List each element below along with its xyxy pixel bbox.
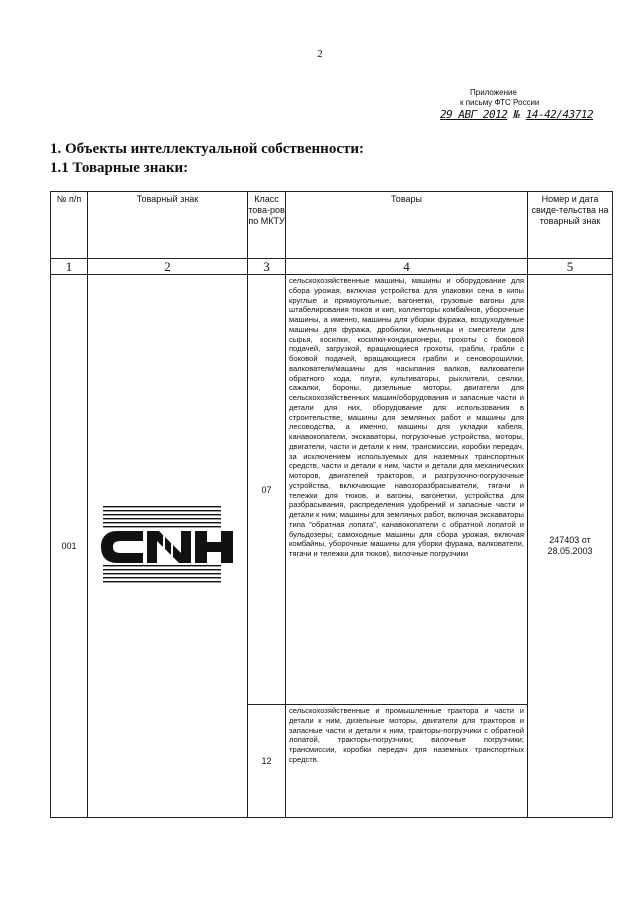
appendix-number-sign: № xyxy=(513,108,520,121)
row-index: 001 xyxy=(51,275,88,818)
appendix-note xyxy=(440,88,610,120)
trademark-logo-cell xyxy=(88,275,248,818)
subsection-heading: 1.1 Товарные знаки: xyxy=(50,160,189,176)
appendix-number: 14-42/43712 xyxy=(525,108,594,121)
page-number: 2 xyxy=(317,48,323,60)
trademarks-table xyxy=(50,191,613,818)
cnh-logo xyxy=(97,501,239,589)
section-heading: 1. Объекты интеллектуальной собственности: xyxy=(50,141,364,157)
appendix-date: 29 АВГ 2012 xyxy=(440,108,508,121)
goods-description: сельскохозяйственные машины, машины и оборудование для сбора урожая, включая устройства для упаковки сена в кипы круглые и прямоугольные, вагонетки, грузовые вагоны для штабелирования тюков и кип, коллекторы комбайнов, уборочные машины, а именно, машины для уборки фуража, воздуходувные машины для фуража, дробилки, мельницы и смесители для сырья, косилки, косилки-кондиционеры, грохоты с боковой подачей, загрузкой, вращающиеся грохоты, грабли, грабли с боковой подачей, вращающиеся грабли и сеноворошилки, валкователи/машины для насыпания валков, валкователи обратного хода, плуги, культиваторы, рыхлители, сеялки, сажалки, бороны, дизельные моторы, двигатели для сельскохозяйственных машин/оборудования и запасные части и детали для них, оборудование для использования в строительстве, машины для земляных работ и машины для лесоводства, а именно, машины для укладки кабеля, канавокопатели, экскаваторы, погрузочные устройства, моторы, двигатели, части и детали к ним, трансмиссии, коробки передач, за исключением используемых для наземных транспортных средств, части и детали к ним, части и детали для механических моторов, двигателей тракторов, и разгрузочно-погрузочные устройства, включающие навозоразбрасыватели, тягачи и тележки для тюков, и вагоны, вагонетки, устройства для разбрасывания, распределения удобрений и запасные части и детали к ним; машины для земляных работ, включая экскаваторы типа "обратная лопата", канавокопатели с обратной лопатой и бульдозеры; самоходные машины для сбора урожая, включая комбайны, уборочные машины для уборки фуража, валкователи, тягачи и тележки для тюков), вилочные погрузчики xyxy=(286,275,528,705)
column-number-row xyxy=(51,259,613,275)
header-certificate: Номер и дата свиде-тельства на товарный знак xyxy=(528,192,613,259)
appendix-title: Приложение xyxy=(470,88,517,97)
header-index: № п/п xyxy=(51,192,88,259)
appendix-letter-ref: к письму ФТС России xyxy=(460,98,540,107)
column-number: 3 xyxy=(248,259,286,275)
header-trademark: Товарный знак xyxy=(88,192,248,259)
class-number: 12 xyxy=(248,705,286,818)
table-row xyxy=(51,275,613,705)
appendix-date-number-stamp xyxy=(440,110,610,120)
header-class: Класс това-ров по МКТУ xyxy=(248,192,286,259)
column-number: 4 xyxy=(286,259,528,275)
table-header-row xyxy=(51,192,613,259)
header-goods: Товары xyxy=(286,192,528,259)
certificate-number: 247403 от 28.05.2003 xyxy=(528,275,613,818)
column-number: 2 xyxy=(88,259,248,275)
goods-description: сельскохозяйственные и промышленные трактора и части и детали к ним, дизельные моторы, двигатели для тракторов и запасные части и детали к ним, тракторы-погрузчики с обратной лопатой, тракторы-погрузчики; вилочные погрузчики; трансмиссии, коробки передач для наземных транспортных средств. xyxy=(286,705,528,818)
column-number: 5 xyxy=(528,259,613,275)
class-number: 07 xyxy=(248,275,286,705)
column-number: 1 xyxy=(51,259,88,275)
